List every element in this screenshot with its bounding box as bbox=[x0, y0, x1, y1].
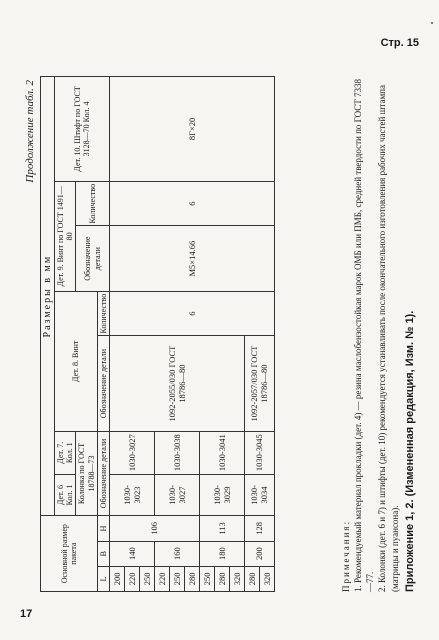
table-row bbox=[109, 77, 124, 592]
cell-H: 128 bbox=[244, 516, 274, 541]
cell-det10: 8Г×20 bbox=[109, 77, 274, 182]
page-number: 17 bbox=[20, 608, 33, 620]
note-1: 1. Рекомендуемый материал прокладки (дет. 4) — резина маслобензостойкая марок ОМБ или ПМБ, средней твердости по ГОСТ 7338—77. bbox=[353, 78, 376, 592]
note-2: 2. Колонки (дет. 6 и 7) и штифты (дет. 10) рекомендуется устанавливать после окончательного изготовления рабочих частей штампа (матрицы и пуансона). bbox=[377, 85, 400, 592]
cell-det8: 1092-2055/030 ГОСТ 18786—80 bbox=[109, 336, 244, 431]
page-label: Стр. 15 bbox=[380, 37, 419, 49]
cell-q8: 6 bbox=[109, 291, 274, 336]
cell-det6: 1030-3034 bbox=[244, 474, 274, 516]
cell-det6: 1030-3023 bbox=[109, 474, 154, 516]
det8-header: Дет. 8. Винт bbox=[55, 291, 98, 431]
cell-L: 250 bbox=[139, 566, 154, 591]
cell-det8: 1092-2057/030 ГОСТ 18786—80 bbox=[244, 336, 274, 431]
spec-table bbox=[40, 76, 275, 592]
notes-block bbox=[340, 76, 418, 592]
cell-det7: 1030-3027 bbox=[109, 431, 154, 474]
det7-header: Дет. 7. Кол. 1 bbox=[55, 431, 76, 474]
cell-H: 106 bbox=[109, 516, 199, 541]
det9-header: Дет. 9. Винт по ГОСТ 1491—80 bbox=[55, 181, 76, 291]
column-std-header: Колонка по ГОСТ 18788—73 bbox=[76, 431, 97, 516]
cell-L: 250 bbox=[199, 566, 214, 591]
cell-L: 200 bbox=[109, 566, 124, 591]
continuation-label: Продолжение табл. 2 bbox=[24, 80, 36, 183]
cell-det6: 1030-3029 bbox=[199, 474, 244, 516]
cell-det7: 1030-3038 bbox=[154, 431, 199, 474]
det9-designation-header: Обозначение детали bbox=[76, 226, 110, 291]
cell-L: 250 bbox=[169, 566, 184, 591]
scan-speck bbox=[431, 22, 433, 24]
cell-det6: 1030-3027 bbox=[154, 474, 199, 516]
det8-designation-header: Обозначение детали bbox=[97, 336, 109, 431]
det6-header: Дет. 6 Кол. 1 bbox=[55, 474, 76, 516]
rotated-table-region bbox=[22, 72, 414, 592]
cell-det7: 1030-3045 bbox=[244, 431, 274, 474]
cell-det9: M5×14.66 bbox=[109, 226, 274, 291]
cell-L: 280 bbox=[184, 566, 199, 591]
H-header: H bbox=[97, 516, 109, 541]
B-header: B bbox=[97, 541, 109, 566]
cell-L: 320 bbox=[259, 566, 274, 591]
cell-B: 160 bbox=[154, 541, 199, 566]
cell-B: 200 bbox=[244, 541, 274, 566]
cell-det7: 1030-3041 bbox=[199, 431, 244, 474]
det8-quantity-header: Количество bbox=[97, 291, 109, 336]
amendment-note: Приложение 1, 2. (Измененная редакция, Изм. № 1). bbox=[403, 310, 416, 592]
cell-L: 280 bbox=[214, 566, 229, 591]
cell-q9: 6 bbox=[109, 181, 274, 226]
cell-L: 220 bbox=[124, 566, 139, 591]
cell-B: 180 bbox=[199, 541, 244, 566]
cell-L: 220 bbox=[154, 566, 169, 591]
dimensions-header: Размеры в мм bbox=[41, 77, 55, 516]
base-size-header: Основной размер пакета bbox=[41, 516, 98, 592]
det9-quantity-header: Количество bbox=[76, 181, 110, 226]
cell-B: 140 bbox=[109, 541, 154, 566]
L-header: L bbox=[97, 566, 109, 591]
cell-H: 113 bbox=[199, 516, 244, 541]
designation-header: Обозначение детали bbox=[97, 431, 109, 516]
cell-L: 320 bbox=[229, 566, 244, 591]
det10-header: Дет. 10. Штифт по ГОСТ 3128—70 Кол. 4 bbox=[55, 77, 110, 182]
cell-L: 280 bbox=[244, 566, 259, 591]
notes-title: Примечания: bbox=[341, 519, 351, 592]
